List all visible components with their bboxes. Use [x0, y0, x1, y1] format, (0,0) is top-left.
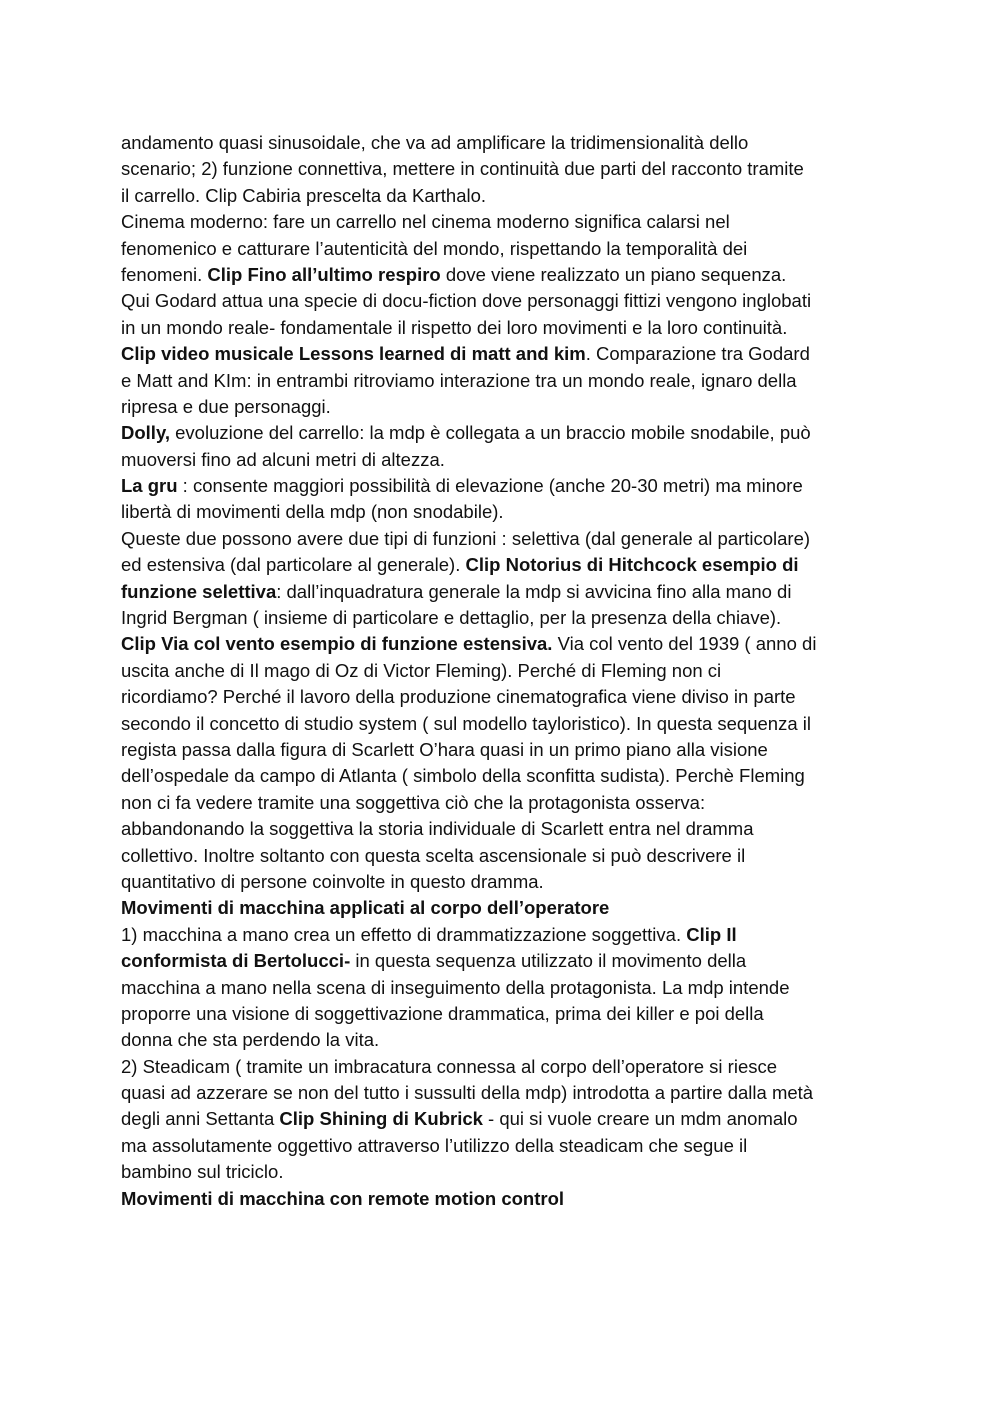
bold-text-run: Clip Notorius di Hitchcock esempio di [465, 554, 799, 576]
text-line [121, 315, 891, 341]
bold-text-run: funzione selettiva [121, 580, 277, 602]
document-body [121, 130, 891, 1212]
text-line [121, 684, 891, 710]
text-run: ripresa e due personaggi. [121, 395, 331, 417]
text-line [121, 843, 891, 869]
text-run: evoluzione del carrello: la mdp è collegata a un braccio mobile snodabile, può [170, 422, 811, 444]
text-run: donna che sta perdendo la vita. [121, 1029, 380, 1051]
text-run: libertà di movimenti della mdp (non snodabile). [121, 501, 504, 523]
text-run: fenomeni. [121, 263, 208, 285]
text-line [121, 1159, 891, 1185]
text-line [121, 499, 891, 525]
text-line [121, 1001, 891, 1027]
bold-text-run: Movimenti di macchina applicati al corpo dell’operatore [121, 897, 610, 919]
text-line [121, 975, 891, 1001]
text-line [121, 1133, 891, 1159]
text-run: dell’ospedale da campo di Atlanta ( simbolo della sconfitta sudista). Perchè Fleming [121, 765, 805, 787]
text-run: fenomenico e catturare l’autenticità del mondo, rispettando la temporalità dei [121, 237, 748, 259]
text-run: secondo il concetto di studio system ( sul modello tayloristico). In questa sequenza il [121, 712, 811, 734]
text-line [121, 658, 891, 684]
text-line [121, 895, 891, 921]
text-line [121, 447, 891, 473]
text-line [121, 1080, 891, 1106]
text-run: : dall’inquadratura generale la mdp si avvicina fino alla mano di [276, 580, 792, 602]
text-run: in un mondo reale- fondamentale il rispetto dei loro movimenti e la loro continuità. [121, 316, 788, 338]
text-line [121, 368, 891, 394]
text-line [121, 790, 891, 816]
text-line [121, 737, 891, 763]
bold-text-run: Clip Il [686, 923, 737, 945]
text-run: Cinema moderno: fare un carrello nel cinema moderno significa calarsi nel [121, 211, 730, 233]
text-run: ricordiamo? Perché il lavoro della produzione cinematografica viene diviso in parte [121, 686, 796, 708]
text-line [121, 1106, 891, 1132]
text-line [121, 394, 891, 420]
text-run: quantitativo di persone coinvolte in questo dramma. [121, 870, 544, 892]
bold-text-run: Movimenti di macchina con remote motion control [121, 1187, 565, 1209]
text-run: degli anni Settanta [121, 1108, 280, 1130]
text-run: collettivo. Inoltre soltanto con questa scelta ascensionale si può descrivere il [121, 844, 746, 866]
text-line [121, 869, 891, 895]
text-line [121, 711, 891, 737]
text-line [121, 473, 891, 499]
text-line [121, 816, 891, 842]
text-run: andamento quasi sinusoidale, che va ad amplificare la tridimensionalità dello [121, 132, 749, 153]
text-line [121, 262, 891, 288]
text-run: e Matt and KIm: in entrambi ritroviamo interazione tra un mondo reale, ignaro della [121, 369, 797, 391]
text-line [121, 763, 891, 789]
text-line [121, 288, 891, 314]
text-line [121, 605, 891, 631]
text-run: Qui Godard attua una specie di docu-fiction dove personaggi fittizi vengono inglobati [121, 290, 812, 312]
text-line [121, 948, 891, 974]
text-run: . Comparazione tra Godard [585, 343, 810, 365]
text-run: abbandonando la soggettiva la storia individuale di Scarlett entra nel dramma [121, 818, 754, 840]
bold-text-run: La gru [121, 475, 178, 497]
bold-text-run: Clip Shining di Kubrick [279, 1108, 483, 1130]
text-run: quasi ad azzerare se non del tutto i sussulti della mdp) introdotta a partire dalla metà [121, 1082, 814, 1104]
text-run: muoversi fino ad alcuni metri di altezza. [121, 448, 445, 470]
text-line [121, 236, 891, 262]
text-line [121, 183, 891, 209]
text-run: ed estensiva (dal particolare al generale). [121, 554, 466, 576]
text-run: in questa sequenza utilizzato il movimento della [350, 950, 747, 972]
text-run: bambino sul triciclo. [121, 1161, 284, 1183]
bold-text-run: Clip Via col vento esempio di funzione estensiva. [121, 633, 553, 655]
text-run: uscita anche di Il mago di Oz di Victor Fleming). Perché di Fleming non ci [121, 659, 722, 681]
text-run: 2) Steadicam ( tramite un imbracatura connessa al corpo dell’operatore si riesce [121, 1055, 778, 1077]
text-line [121, 420, 891, 446]
text-run: : consente maggiori possibilità di elevazione (anche 20-30 metri) ma minore [177, 475, 803, 497]
text-run: 1) macchina a mano crea un effetto di drammatizzazione soggettiva. [121, 923, 687, 945]
text-line [121, 130, 891, 156]
text-line [121, 1054, 891, 1080]
text-run: ma assolutamente oggettivo attraverso l’utilizzo della steadicam che segue il [121, 1134, 748, 1156]
text-run: scenario; 2) funzione connettiva, mettere in continuità due parti del racconto tramite [121, 158, 804, 180]
text-line [121, 1186, 891, 1212]
text-line [121, 209, 891, 235]
text-run: non ci fa vedere tramite una soggettiva ciò che la protagonista osserva: [121, 791, 706, 813]
text-line [121, 156, 891, 182]
text-run: proporre una visione di soggettivazione drammatica, prima dei killer e poi della [121, 1002, 764, 1024]
text-line [121, 341, 891, 367]
text-line [121, 579, 891, 605]
bold-text-run: Clip Fino all’ultimo respiro [207, 263, 441, 285]
text-run: macchina a mano nella scena di inseguimento della protagonista. La mdp intende [121, 976, 790, 998]
text-run: - qui si vuole creare un mdm anomalo [482, 1108, 798, 1130]
bold-text-run: Clip video musicale Lessons learned di matt and kim [121, 343, 586, 365]
text-run: Via col vento del 1939 ( anno di [552, 633, 817, 655]
text-line [121, 552, 891, 578]
text-run: Ingrid Bergman ( insieme di particolare e dettaglio, per la presenza della chiave). [121, 607, 782, 629]
text-run: dove viene realizzato un piano sequenza. [440, 263, 787, 285]
text-line [121, 526, 891, 552]
text-run: Queste due possono avere due tipi di funzioni : selettiva (dal generale al particolare) [121, 527, 811, 549]
text-line [121, 631, 891, 657]
text-run: il carrello. Clip Cabiria prescelta da Karthalo. [121, 184, 487, 206]
bold-text-run: conformista di Bertolucci- [121, 950, 351, 972]
text-run: regista passa dalla figura di Scarlett O’hara quasi in un primo piano alla visione [121, 738, 768, 760]
bold-text-run: Dolly, [121, 422, 170, 444]
text-line [121, 1027, 891, 1053]
text-line [121, 922, 891, 948]
